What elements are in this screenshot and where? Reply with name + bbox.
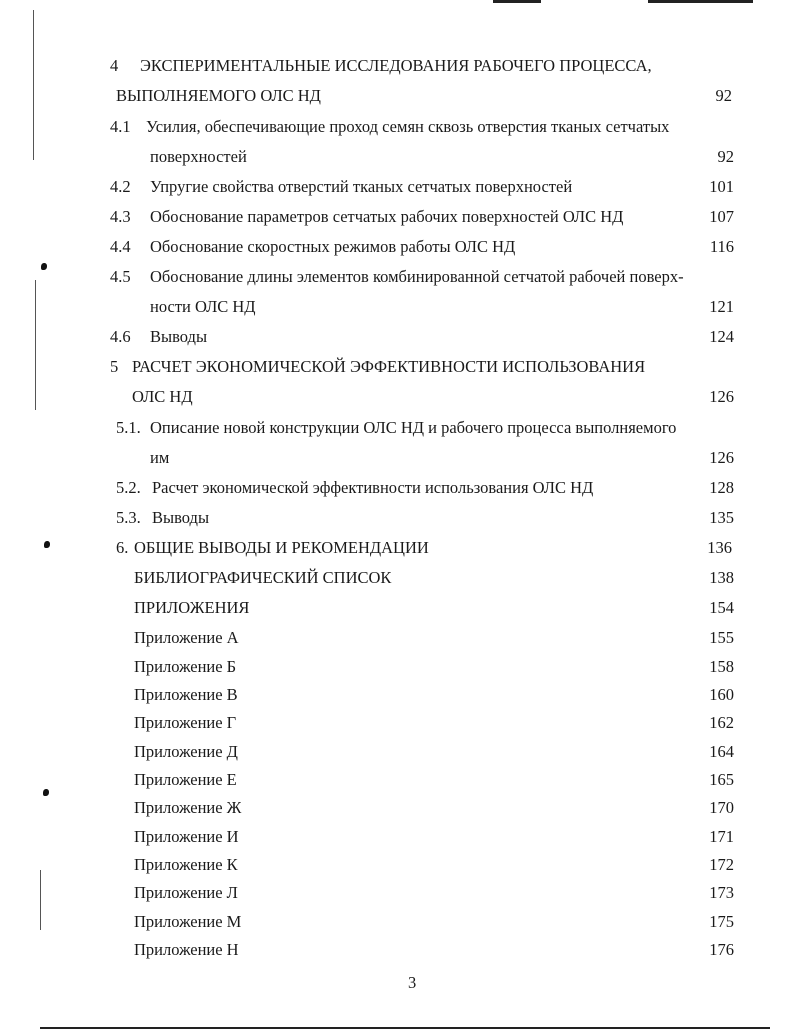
toc-page-number: 162: [709, 713, 734, 732]
toc-page-number: 176: [709, 940, 734, 959]
toc-entry: 4.2 Упругие свойства отверстий тканых сетчатых поверхностей: [110, 177, 573, 196]
toc-entry: 5.3. Выводы: [116, 508, 210, 527]
toc-page-number: 135: [709, 508, 734, 527]
toc-page-number: 124: [709, 327, 734, 346]
toc-entry: ПРИЛОЖЕНИЯ: [134, 598, 250, 617]
toc-entry: Приложение Г: [134, 713, 237, 732]
scan-dot: [41, 263, 47, 270]
toc-page-number: 175: [709, 912, 734, 931]
toc-entry: Приложение Е: [134, 770, 237, 789]
toc-entry: Приложение Б: [134, 657, 237, 676]
toc-entry: 6. ОБЩИЕ ВЫВОДЫ И РЕКОМЕНДАЦИИ: [116, 538, 429, 557]
toc-page-number: 172: [709, 855, 734, 874]
toc-page-number: 155: [709, 628, 734, 647]
scan-artifact-bottom: [40, 1027, 770, 1029]
toc-entry: Приложение М: [134, 912, 242, 931]
toc-page-number: 138: [709, 568, 734, 587]
toc-entry-continuation: ОЛС НД: [132, 387, 193, 406]
toc-page-number: 165: [709, 770, 734, 789]
toc-entry: Приложение А: [134, 628, 239, 647]
toc-entry: 4 ЭКСПЕРИМЕНТАЛЬНЫЕ ИССЛЕДОВАНИЯ РАБОЧЕГО ПРОЦЕССА,: [110, 56, 652, 75]
toc-page-number: 160: [709, 685, 734, 704]
toc-entry: 4.3 Обоснование параметров сетчатых рабочих поверхностей ОЛС НД: [110, 207, 624, 226]
toc-entry: Приложение К: [134, 855, 238, 874]
toc-page-number: 136: [707, 538, 732, 557]
scan-artifact-left-edge: [33, 10, 34, 160]
toc-page-number: 173: [709, 883, 734, 902]
toc-page-number: 154: [709, 598, 734, 617]
toc-page-number: 107: [709, 207, 734, 226]
toc-entry: 5.2. Расчет экономической эффективности использования ОЛС НД: [116, 478, 594, 497]
toc-page-number: 170: [709, 798, 734, 817]
page-number: 3: [408, 973, 417, 992]
toc-entry: Приложение В: [134, 685, 238, 704]
toc-page-number: 126: [709, 448, 734, 467]
scan-dot: [44, 541, 50, 548]
toc-page-number: 121: [709, 297, 734, 316]
toc-entry-continuation: ности ОЛС НД: [150, 297, 256, 316]
toc-entry: 5.1. Описание новой конструкции ОЛС НД и рабочего процесса выполняемого: [116, 418, 677, 437]
toc-entry: 4.5 Обоснование длины элементов комбинированной сетчатой рабочей поверх-: [110, 267, 684, 286]
scan-artifact-left-edge-3: [40, 870, 41, 930]
toc-page-number: 92: [717, 147, 734, 166]
toc-entry-continuation: ВЫПОЛНЯЕМОГО ОЛС НД: [116, 86, 321, 105]
scan-dot: [43, 789, 49, 796]
toc-page-number: 92: [715, 86, 732, 105]
toc-entry: 4.4 Обоснование скоростных режимов работы ОЛС НД: [110, 237, 516, 256]
toc-entry-continuation: им: [150, 448, 170, 467]
toc-entry: Приложение Д: [134, 742, 238, 761]
toc-entry: БИБЛИОГРАФИЧЕСКИЙ СПИСОК: [134, 568, 392, 587]
toc-page-number: 116: [709, 237, 734, 256]
scan-artifact-left-edge-2: [35, 280, 36, 410]
toc-entry: 4.6 Выводы: [110, 327, 208, 346]
toc-entry: Приложение Ж: [134, 798, 242, 817]
toc-page-number: 158: [709, 657, 734, 676]
toc-entry: 4.1 Усилия, обеспечивающие проход семян сквозь отверстия тканых сетчатых: [110, 117, 670, 136]
toc-entry-continuation: поверхностей: [150, 147, 247, 166]
scan-artifact-top-right: [648, 0, 753, 3]
scan-artifact-top: [493, 0, 541, 3]
toc-page-number: 128: [709, 478, 734, 497]
toc-entry: Приложение Н: [134, 940, 239, 959]
toc-entry: Приложение Л: [134, 883, 238, 902]
toc-page-number: 171: [709, 827, 734, 846]
toc-entry: 5 РАСЧЕТ ЭКОНОМИЧЕСКОЙ ЭФФЕКТИВНОСТИ ИСПОЛЬЗОВАНИЯ: [110, 357, 646, 376]
toc-entry: Приложение И: [134, 827, 239, 846]
toc-page-number: 101: [709, 177, 734, 196]
toc-page-number: 164: [709, 742, 734, 761]
toc-page-number: 126: [709, 387, 734, 406]
